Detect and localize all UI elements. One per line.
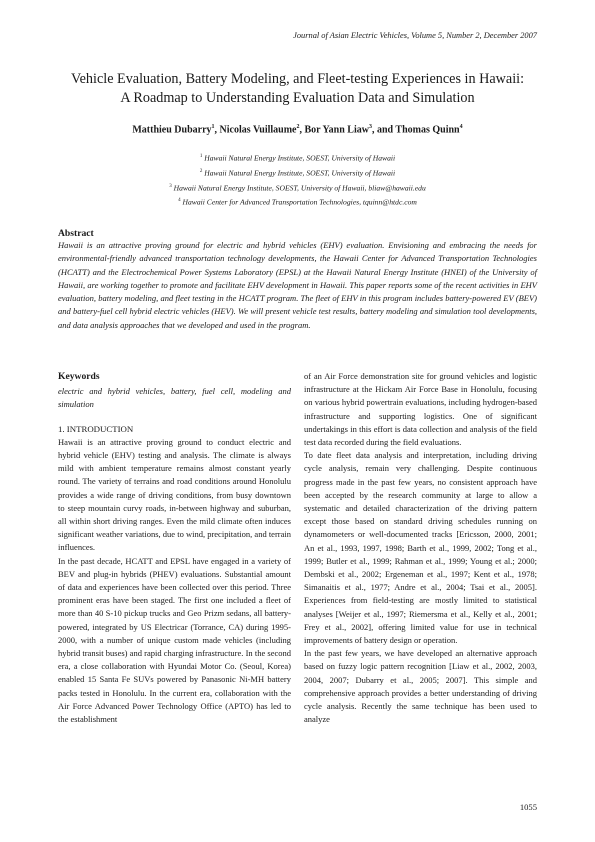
author-separator: , and: [371, 124, 396, 136]
affiliation-text: Hawaii Natural Energy Institute, SOEST, University of Hawaii, bliaw@hawaii.edu: [173, 183, 426, 193]
author-name: Thomas Quinn: [395, 124, 460, 136]
body-paragraph: To date fleet data analysis and interpretation, including driving cycle analysis, remain very challenging. Despite continuous progress made in the past few years, no consistent approach have been accepted by the research community at large to allow a systematic and detailed characterization of the driving pattern except those based on standard driving schedules running on dynamometers or well-documented tracks [Ericsson, 2000, 2001; An et al., 1993, 1997, 1998; Barth et al., 1999, 2002; Tong et al., 1999; Butler et al., 1999; Rahman et al., 1999; Young et al.; 2000; Dembski et al., 2002; Ergeneman et al., 1997; Kent et al., 1978; Simanaitis et al., 1977; Andre et al., 2004; Tsai et al., 2005]. Experiences from field-testing are mostly limited to statistical analyses [Weijer et al., 1997; Riemersma et al., Kelly et al., 2001; Frey et al., 2002], offering limited value for use in technical improvements of battery design or operation.: [304, 450, 537, 646]
author-separator: ,: [299, 124, 305, 136]
title-line-2: A Roadmap to Understanding Evaluation Data and Simulation: [120, 90, 475, 106]
running-head: Journal of Asian Electric Vehicles, Volume 5, Number 2, December 2007: [293, 31, 537, 40]
author-mark: 2: [296, 124, 300, 130]
body-paragraph: Hawaii is an attractive proving ground to conduct electric and hybrid vehicle (EHV) testing and analysis. The climate is always mild with ambient temperature remains almost constant yearly round. The variety of terrains and road conditions around Honolulu provides a wide range of driving conditions, from busy downtown to steep mountain curvy roads, in-between highway and suburban, all within short driving ranges. Even the mild climate often induces significant weather variations, due to wind, precipitation, and terrain influences.: [58, 436, 291, 553]
body-paragraph: of an Air Force demonstration site for ground vehicles and logistic infrastructure at the Hickam Air Force Base in Honolulu, focusing on various hybrid powertrain evaluations, including hydrogen-based infrastructure and supporting logistics. One of significant undertakings in this effort is data collection and analysis of the field test data recorded during the field evaluations.: [304, 371, 537, 448]
author-mark: 4: [459, 124, 463, 130]
paper-title: [40, 70, 555, 108]
body-paragraph: In the past decade, HCATT and EPSL have engaged in a variety of BEV and plug-in hybrids (PHEV) evaluations. Substantial amount of data and experiences have been collected over this period. Three prominent eras have been staged. The first one included a fleet of more than 40 S-10 pickup trucks and Geo Prizm sedans, all battery-powered, integrated by US Electricar (Torrance, CA) during 1995-2000, with a number of unique custom made vehicles (including hybrid transit buses) and rapid charging infrastructure. In the second era, a close collaboration with Hyundai Motor Co. (Seoul, Korea) enabled 15 Santa Fe SUVs powered by Panasonic Ni-MH battery packs tested in Honolulu. In the current era, collaboration with the Air Force Advanced Power Technology Office (APTO) has led to the establishment: [58, 555, 291, 725]
affiliation-mark: 2: [199, 168, 203, 174]
left-column: [58, 370, 291, 726]
affiliation: [40, 180, 555, 195]
author-list: [40, 124, 555, 135]
right-column: [304, 370, 537, 726]
title-line-1: Vehicle Evaluation, Battery Modeling, and Fleet-testing Experiences in Hawaii:: [70, 71, 525, 87]
section-heading-introduction: 1. INTRODUCTION: [58, 423, 134, 434]
author-name: Bor Yann Liaw: [304, 124, 369, 136]
abstract-text: Hawaii is an attractive proving ground for electric and hybrid vehicles (EHV) evaluation. Envisioning and embracing the needs for environmental-friendly advanced transportation technology developments, the Hawaii Center for Advanced Transportation Technologies (HCATT) and the Electrochemical Power Systems Laboratory (EPSL) at the Hawaii Natural Energy Institute (HNEI) of the University of Hawaii, are working together to promote and facilitate EHV development in Hawaii. This paper reports some of the recent activities in EHV evaluation, battery modeling, and fleet testing in the HCATT program. The fleet of EHV in this program includes battery-powered EV (BEV) and battery-fuel cell hybrid electric vehicles (HEV). We will present vehicle test results, battery modeling and simulation tool developments, and data analysis approaches that we developed and used in the program.: [58, 240, 537, 330]
affiliation: [40, 165, 555, 180]
affiliation-text: Hawaii Center for Advanced Transportation Technologies, tquinn@htdc.com: [182, 198, 417, 208]
abstract-heading: Abstract: [58, 228, 94, 239]
keywords-text: electric and hybrid vehicles, battery, fuel cell, modeling and simulation: [58, 386, 291, 410]
author-mark: 1: [211, 124, 215, 130]
author-name: Matthieu Dubarry: [132, 124, 212, 136]
affiliation: [40, 194, 555, 209]
affiliation-text: Hawaii Natural Energy Institute, SOEST, University of Hawaii: [204, 153, 396, 163]
affiliation-mark: 1: [199, 154, 203, 159]
affiliation-text: Hawaii Natural Energy Institute, SOEST, University of Hawaii: [204, 168, 396, 178]
keywords-heading: Keywords: [58, 371, 100, 382]
body-paragraph: In the past few years, we have developed an alternative approach based on fuzzy logic pattern recognition [Liaw et al., 2002, 2003, 2004, 2007; Dubarry et al., 2005; 2007]. This simple and comprehensive approach provides a better understanding of driving cycle analysis. Recently the same technique has been used to analyze: [304, 648, 537, 725]
author-name: Nicolas Vuillaume: [219, 124, 297, 136]
page-number: 1055: [519, 802, 537, 812]
affiliation: [40, 150, 555, 165]
affiliation-mark: 4: [178, 198, 181, 204]
affiliation-mark: 3: [169, 183, 172, 189]
author-mark: 3: [368, 124, 372, 130]
affiliation-list: [40, 150, 555, 209]
author-separator: ,: [214, 124, 220, 136]
